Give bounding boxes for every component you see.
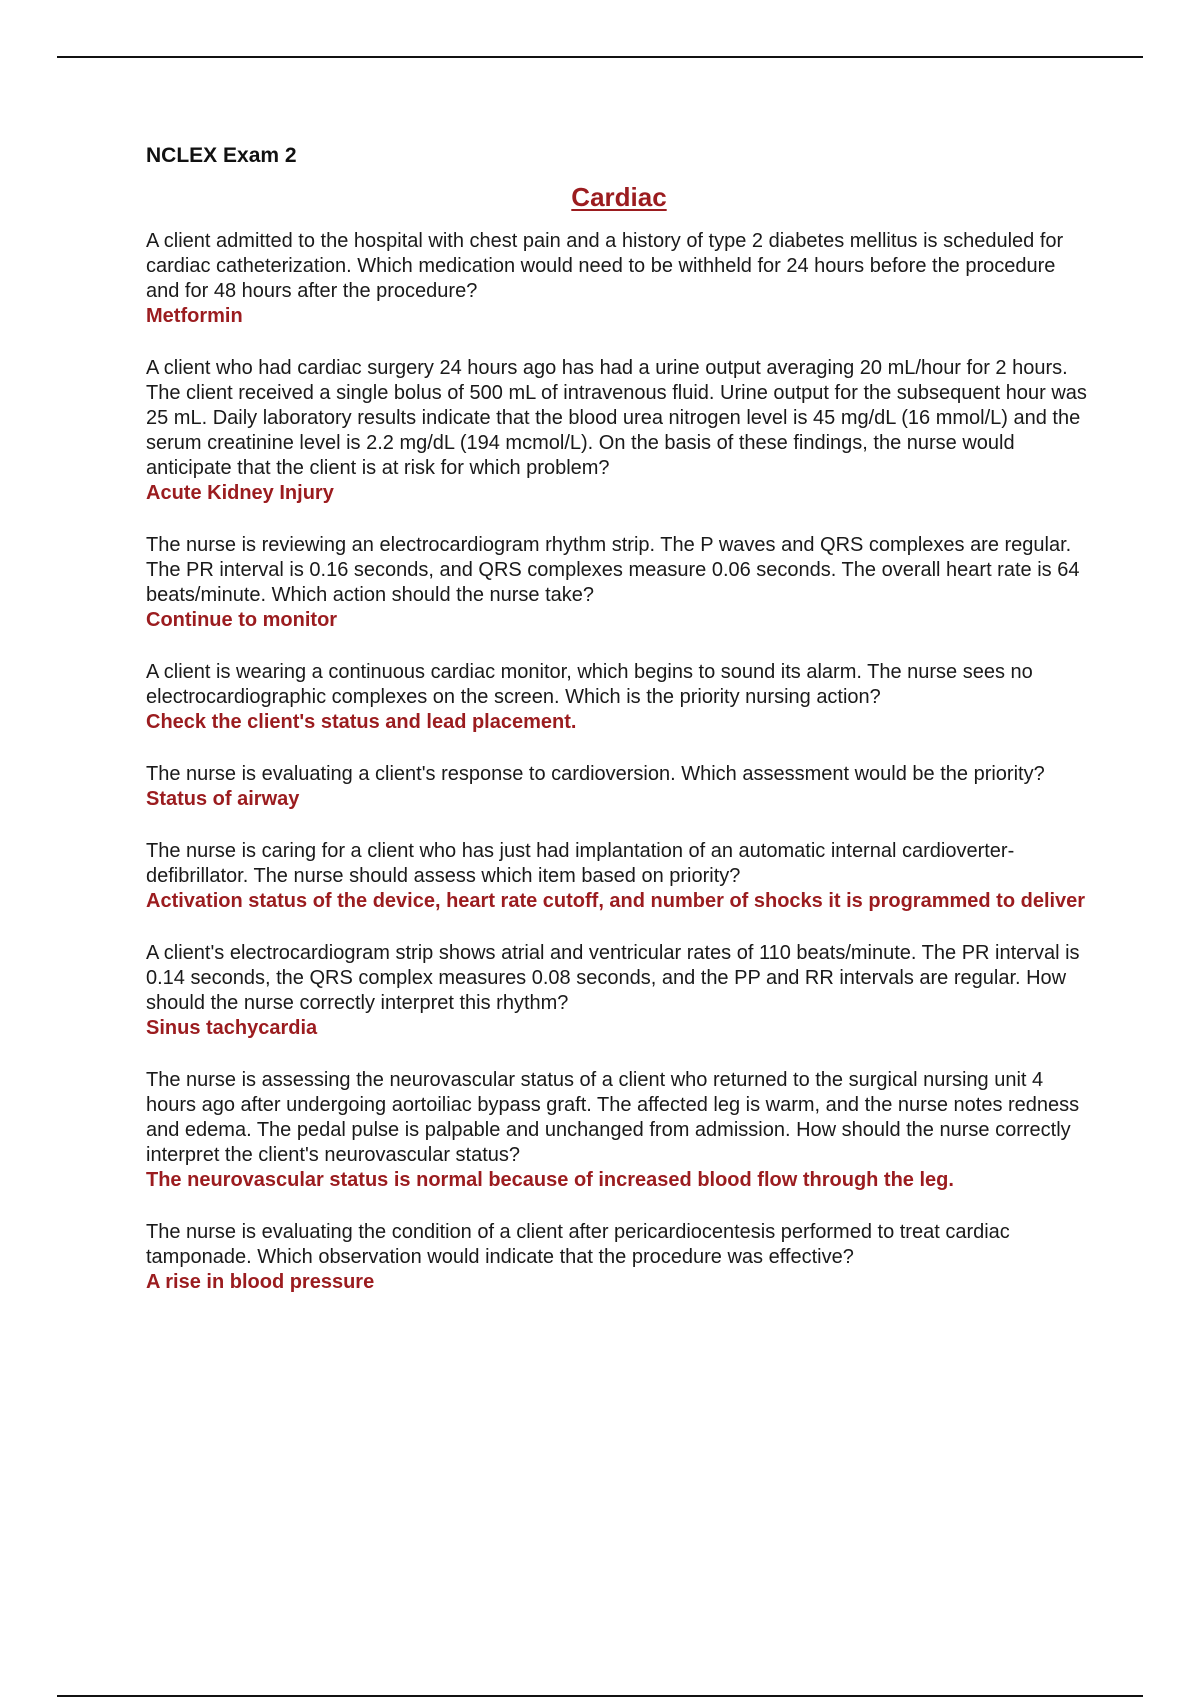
question-text: The nurse is assessing the neurovascular status of a client who returned to the surgical nursing unit 4 hours ago after undergoing aortoiliac bypass graft. The affected leg is warm, and the nurse notes redness and edema. The pedal pulse is palpable and unchanged from admission. How should the nurse correctly interpret the client's neurovascular status? [146,1069,1080,1166]
section-heading: Cardiac [571,182,667,212]
qa-item-8 [146,1068,1092,1193]
answer-text: Acute Kidney Injury [146,482,334,504]
question-text: A client is wearing a continuous cardiac monitor, which begins to sound its alarm. The nurse sees no electrocardiographic complexes on the screen. Which is the priority nursing action? [146,661,1033,708]
question-text: The nurse is reviewing an electrocardiogram rhythm strip. The P waves and QRS complexes are regular. The PR interval is 0.16 seconds, and QRS complexes measure 0.06 seconds. The overall heart rate is 64 beats/minute. Which action should the nurse take? [146,534,1080,606]
qa-item-5 [146,762,1092,812]
question-text: The nurse is evaluating a client's response to cardioversion. Which assessment would be the priority? [146,763,1045,785]
qa-item-6 [146,839,1092,914]
qa-item-9 [146,1220,1092,1295]
question-text: A client who had cardiac surgery 24 hours ago has had a urine output averaging 20 mL/hour for 2 hours. The client received a single bolus of 500 mL of intravenous fluid. Urine output for the subsequent hour was 25 mL. Daily laboratory results indicate that the blood urea nitrogen level is 45 mg/dL (16 mmol/L) and the serum creatinine level is 2.2 mg/dL (194 mcmol/L). On the basis of these findings, the nurse would anticipate that the client is at risk for which problem? [146,357,1087,479]
answer-text: Check the client's status and lead placement. [146,711,577,733]
question-text: A client's electrocardiogram strip shows atrial and ventricular rates of 110 beats/minute. The PR interval is 0.14 seconds, the QRS complex measures 0.08 seconds, and the PP and RR intervals are regular. How should the nurse correctly interpret this rhythm? [146,942,1080,1014]
document-title: NCLEX Exam 2 [146,144,297,167]
answer-text: A rise in blood pressure [146,1271,375,1293]
answer-text: Continue to monitor [146,609,338,631]
question-text: The nurse is caring for a client who has just had implantation of an automatic internal cardioverter-defibrillator. The nurse should assess which item based on priority? [146,840,1015,887]
question-text: The nurse is evaluating the condition of a client after pericardiocentesis performed to treat cardiac tamponade. Which observation would indicate that the procedure was effective? [146,1221,1010,1268]
answer-text: Activation status of the device, heart rate cutoff, and number of shocks it is programmed to deliver [146,890,1086,912]
question-text: A client admitted to the hospital with chest pain and a history of type 2 diabetes mellitus is scheduled for cardiac catheterization. Which medication would need to be withheld for 24 hours before the procedure and for 48 hours after the procedure? [146,230,1064,302]
qa-item-7 [146,941,1092,1041]
answer-text: Metformin [146,305,243,327]
qa-item-1 [146,229,1092,329]
qa-list [146,229,1092,1295]
document-body [146,144,1092,1322]
qa-item-3 [146,533,1092,633]
answer-text: Sinus tachycardia [146,1017,318,1039]
bottom-rule [57,1695,1143,1697]
answer-text: The neurovascular status is normal because of increased blood flow through the leg. [146,1169,954,1191]
qa-item-4 [146,660,1092,735]
answer-text: Status of airway [146,788,300,810]
qa-item-2 [146,356,1092,506]
top-rule [57,56,1143,58]
